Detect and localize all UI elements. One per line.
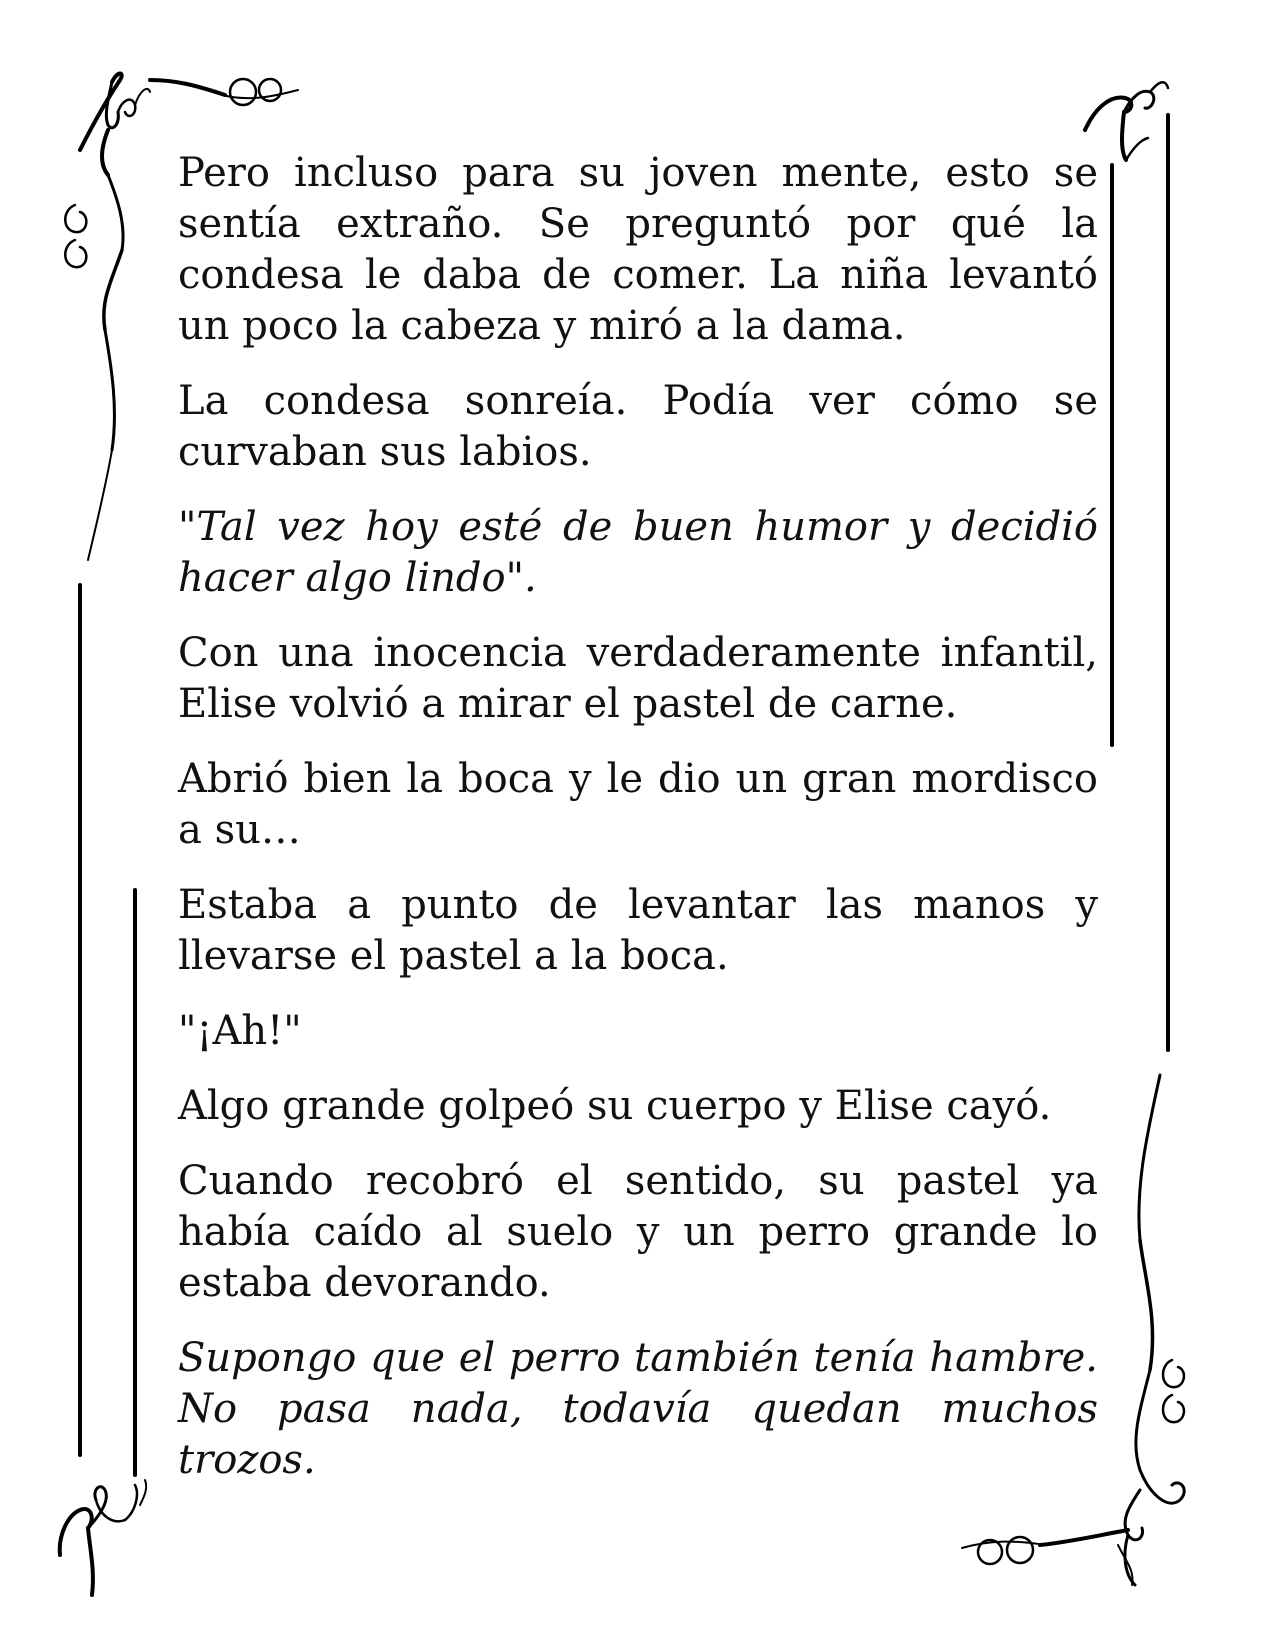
paragraph-8: Algo grande golpeó su cuerpo y Elise cayó. — [178, 1083, 1052, 1129]
paragraph-3-thought: "Tal vez hoy esté de buen humor y decidió hacer algo lindo". — [178, 504, 1098, 601]
paragraph-6: Estaba a punto de levantar las manos y llevarse el pastel a la boca. — [178, 882, 1098, 979]
paragraph-5: Abrió bien la boca y le dio un gran mordisco a su… — [178, 756, 1098, 853]
paragraph-7-exclamation: "¡Ah!" — [178, 1008, 302, 1054]
story-text — [178, 148, 1098, 1510]
paragraph-1: Pero incluso para su joven mente, esto se sentía extraño. Se preguntó por qué la condesa le daba de comer. La niña levantó un poco la cabeza y miró a la dama. — [178, 150, 1098, 349]
bottom-left-flourish-icon — [60, 1480, 146, 1595]
paragraph-2: La condesa sonreía. Podía ver cómo se curvaban sus labios. — [178, 378, 1098, 475]
paragraph-10-thought: Supongo que el perro también tenía hambre. No pasa nada, todavía quedan muchos trozos. — [178, 1335, 1098, 1483]
paragraph-9: Cuando recobró el sentido, su pastel ya había caído al suelo y un perro grande lo estaba devorando. — [178, 1158, 1098, 1306]
paragraph-4: Con una inocencia verdaderamente infantil, Elise volvió a mirar el pastel de carne. — [178, 630, 1098, 727]
